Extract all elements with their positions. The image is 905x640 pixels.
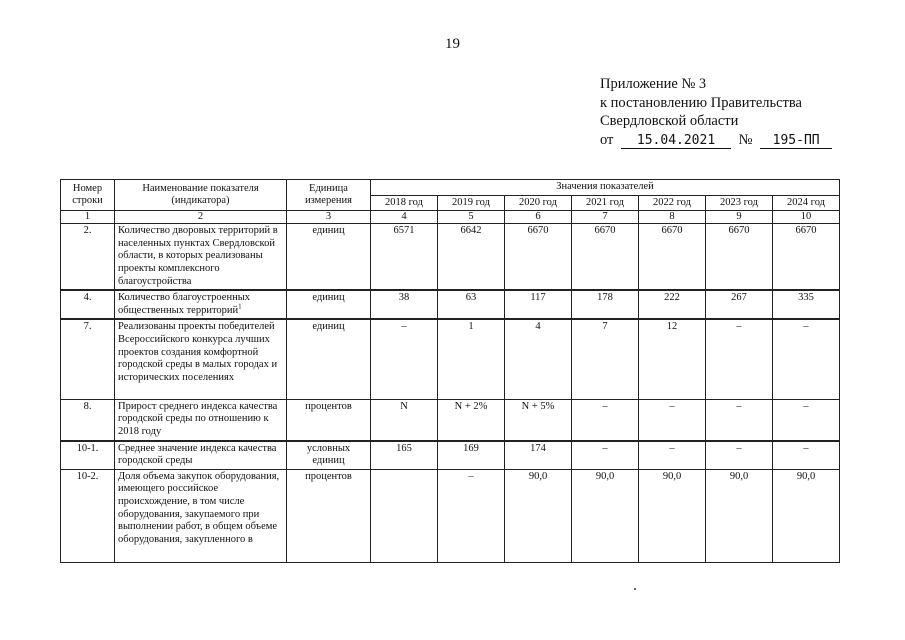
header-indicator-name: Наименование показателя (индикатора) (115, 180, 287, 211)
value-2018 (371, 469, 438, 562)
value-2024: – (773, 441, 840, 470)
value-2019: 1 (438, 319, 505, 399)
table-row (61, 441, 840, 470)
indicator-name: Среднее значение индекса качества городской среды (115, 441, 287, 470)
table-row (61, 224, 840, 290)
value-2018: 38 (371, 290, 438, 319)
value-2023: 267 (706, 290, 773, 319)
number-label: № (738, 131, 753, 148)
row-number: 2. (61, 224, 115, 290)
indicator-unit: процентов (287, 469, 371, 562)
value-2024: 335 (773, 290, 840, 319)
value-2018: – (371, 319, 438, 399)
column-number: 7 (572, 211, 639, 224)
value-2021: 90,0 (572, 469, 639, 562)
indicator-name: Прирост среднего индекса качества городской среды по отношению к 2018 году (115, 399, 287, 440)
footnote-marker: 1 (238, 302, 242, 311)
scan-speck (634, 588, 636, 590)
appendix-date-line (600, 131, 860, 150)
column-number: 9 (706, 211, 773, 224)
value-2024: 90,0 (773, 469, 840, 562)
page-number: 19 (445, 36, 460, 52)
value-2023: 6670 (706, 224, 773, 290)
value-2018: 6571 (371, 224, 438, 290)
value-2022: 222 (639, 290, 706, 319)
column-number: 3 (287, 211, 371, 224)
value-2020: 4 (505, 319, 572, 399)
value-2019: – (438, 469, 505, 562)
header-year: 2019 год (438, 195, 505, 211)
row-number: 4. (61, 290, 115, 319)
column-number: 1 (61, 211, 115, 224)
from-label: от (600, 131, 614, 148)
value-2020: 174 (505, 441, 572, 470)
value-2022: 6670 (639, 224, 706, 290)
value-2023: – (706, 399, 773, 440)
value-2023: – (706, 441, 773, 470)
resolution-number: 195-ПП (760, 133, 832, 149)
indicator-unit: единиц (287, 319, 371, 399)
value-2022: – (639, 399, 706, 440)
value-2020: 117 (505, 290, 572, 319)
column-number: 8 (639, 211, 706, 224)
header-year: 2020 год (505, 195, 572, 211)
header-year: 2024 год (773, 195, 840, 211)
value-2018: 165 (371, 441, 438, 470)
row-number: 10-1. (61, 441, 115, 470)
column-number: 4 (371, 211, 438, 224)
value-2019: 6642 (438, 224, 505, 290)
value-2021: – (572, 441, 639, 470)
column-number: 6 (505, 211, 572, 224)
resolution-date: 15.04.2021 (621, 133, 731, 149)
column-number: 5 (438, 211, 505, 224)
header-year: 2023 год (706, 195, 773, 211)
value-2022: – (639, 441, 706, 470)
value-2023: 90,0 (706, 469, 773, 562)
value-2019: 169 (438, 441, 505, 470)
value-2024: – (773, 319, 840, 399)
column-number: 10 (773, 211, 840, 224)
value-2020: 90,0 (505, 469, 572, 562)
appendix-region: Свердловской области (600, 113, 739, 129)
value-2018: N (371, 399, 438, 440)
value-2021: 6670 (572, 224, 639, 290)
value-2023: – (706, 319, 773, 399)
indicator-name: Количество благоустроенных общественных территорий (118, 292, 250, 316)
value-2021: 178 (572, 290, 639, 319)
table-row (61, 399, 840, 440)
table-row (61, 290, 840, 319)
indicator-unit: условных единиц (287, 441, 371, 470)
appendix-block (600, 75, 860, 149)
indicator-unit: процентов (287, 399, 371, 440)
value-2021: 7 (572, 319, 639, 399)
value-2022: 90,0 (639, 469, 706, 562)
table-row (61, 319, 840, 399)
indicator-unit: единиц (287, 290, 371, 319)
header-year: 2022 год (639, 195, 706, 211)
value-2019: N + 2% (438, 399, 505, 440)
value-2020: N + 5% (505, 399, 572, 440)
value-2022: 12 (639, 319, 706, 399)
value-2020: 6670 (505, 224, 572, 290)
appendix-resolution: к постановлению Правительства (600, 94, 802, 111)
row-number: 10-2. (61, 469, 115, 562)
table-row (61, 469, 840, 562)
indicator-name-cell (115, 290, 287, 319)
indicator-name: Реализованы проекты победителей Всероссийского конкурса лучших проектов создания комфортной городской среды в малых городах и исторических поселениях (115, 319, 287, 399)
header-values-group: Значения показателей (371, 180, 840, 196)
column-number: 2 (115, 211, 287, 224)
indicator-unit: единиц (287, 224, 371, 290)
header-row-number: Номер строки (61, 180, 115, 211)
indicators-table (60, 179, 840, 563)
column-numbers-row (61, 211, 840, 224)
indicator-name: Доля объема закупок оборудования, имеющего российское происхождение, в том числе оборудования, закупаемого при выполнении работ, в общем объеме оборудования, закупленного в (115, 469, 287, 562)
row-number: 7. (61, 319, 115, 399)
header-unit: Единица измерения (287, 180, 371, 211)
value-2024: 6670 (773, 224, 840, 290)
value-2021: – (572, 399, 639, 440)
header-year: 2021 год (572, 195, 639, 211)
header-year: 2018 год (371, 195, 438, 211)
row-number: 8. (61, 399, 115, 440)
value-2024: – (773, 399, 840, 440)
value-2019: 63 (438, 290, 505, 319)
appendix-title: Приложение № 3 (600, 76, 707, 92)
indicator-name: Количество дворовых территорий в населенных пунктах Свердловской области, в которых реализованы проекты комплексного благоустройства (115, 224, 287, 290)
